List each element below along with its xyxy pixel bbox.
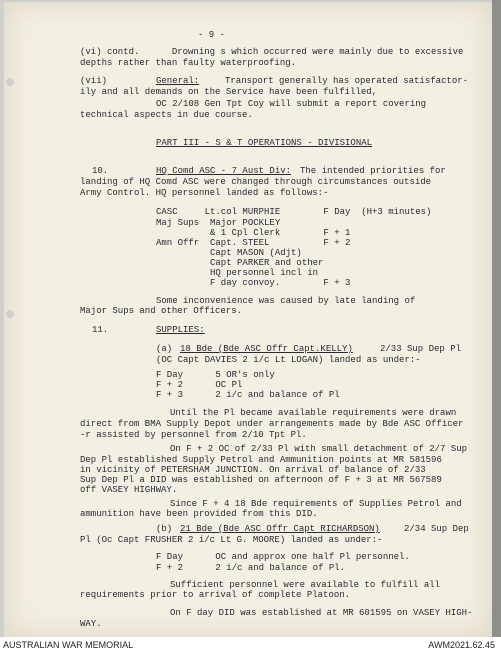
- table-row: Amn Offr Capt. STEEL F + 2: [156, 238, 351, 248]
- text-line: Until the Pl became available requirements were drawn: [170, 408, 457, 418]
- text-line: Dep Pl established Supply Petrol and Ammunition points at MR 581596: [80, 455, 442, 465]
- text-line: On F + 2 OC of 2/33 Pl with small detachment of 2/7 Sup: [170, 444, 468, 454]
- table-row: F day convoy. F + 3: [156, 278, 351, 288]
- subsection-label: (a): [156, 344, 173, 354]
- table-row: F Day OC and approx one half Pl personnel.: [156, 552, 410, 562]
- text-line: Some inconvenience was caused by late landing of: [156, 296, 416, 306]
- text-line: (vi) contd. Drowning s which occurred were mainly due to excessive: [80, 47, 464, 57]
- text-line: Sup Dep Pl a DID was established on afternoon of F + 3 at MR 567589: [80, 475, 442, 485]
- text-line: ammunition have been provided from this DID.: [80, 509, 318, 519]
- text-line: Transport generally has operated satisfactor-: [225, 76, 469, 86]
- section-heading: SUPPLIES:: [156, 325, 205, 335]
- table-row: F Day 5 OR's only: [156, 370, 275, 380]
- text-line: OC 2/108 Gen Tpt Coy will submit a report covering: [156, 99, 427, 109]
- table-row: Capt PARKER and other: [156, 258, 324, 268]
- table-row: F + 3 2 i/c and balance of Pl: [156, 390, 340, 400]
- text-line: The intended priorities for: [300, 166, 446, 176]
- text-line: landing of HQ Comd ASC were changed through circumstances outside: [80, 177, 432, 187]
- table-row: Capt MASON (Adjt): [156, 248, 302, 258]
- section-heading: General:: [156, 76, 200, 86]
- table-row: HQ personnel incl in: [156, 268, 319, 278]
- text-line: in vicinity of PETERSHAM JUNCTION. On arrival of balance of 2/33: [80, 465, 426, 475]
- punch-hole: [6, 310, 14, 318]
- text-line: requirements prior to arrival of complete Platoon.: [80, 590, 351, 600]
- section-heading: HQ Comd ASC - 7 Aust Div:: [156, 166, 292, 176]
- text-line: ily and all demands on the Service have been fulfilled,: [80, 87, 378, 97]
- text-line: off VASEY HIGHWAY.: [80, 485, 178, 495]
- text-line: (OC Capt DAVIES 2 i/c Lt LOGAN) landed as under:-: [156, 355, 421, 365]
- section-number: 11.: [92, 325, 109, 335]
- text-line: Major Sups and other Officers.: [80, 306, 243, 316]
- page-edge: [492, 0, 501, 637]
- archive-footer: [0, 637, 501, 653]
- text-line: 2/34 Sup Dep: [404, 524, 469, 534]
- table-row: & 1 Cpl Clerk F + 1: [156, 228, 351, 238]
- section-number: 10.: [92, 166, 109, 176]
- text-line: depths rather than faulty waterproofing.: [80, 58, 297, 68]
- text-line: direct from BMA Supply Depot under arrangements made by Bde ASC Officer: [80, 419, 464, 429]
- text-line: On F day DID was established at MR 601595 on VASEY HIGH-: [170, 608, 473, 618]
- text-line: Pl (Oc Capt FRUSHER 2 i/c Lt G. MOORE) landed as under:-: [80, 535, 383, 545]
- punch-hole: [6, 78, 14, 86]
- archive-name: AUSTRALIAN WAR MEMORIAL: [3, 640, 134, 650]
- subsection-heading: 21 Bde (Bde ASC Offr Capt RICHARDSON): [180, 524, 380, 534]
- text-line: 2/33 Sup Dep Pl: [380, 344, 462, 354]
- table-row: F + 2 2 i/c and balance of Pl.: [156, 563, 346, 573]
- section-number: (vii): [80, 76, 108, 86]
- archive-reference: AWM2021.62.45: [428, 640, 495, 650]
- text-line: -r assisted by personnel from 2/10 Tpt Pl.: [80, 430, 307, 440]
- subsection-label: (b): [156, 524, 173, 534]
- part-heading: PART III - S & T OPERATIONS - DIVISIONAL: [156, 138, 373, 148]
- text-line: WAY.: [80, 619, 102, 629]
- text-line: Sufficient personnel were available to fulfill all: [170, 580, 441, 590]
- text-line: Army Control. HQ personnel landed as follows:-: [80, 188, 329, 198]
- table-row: F + 2 OC Pl: [156, 380, 243, 390]
- table-row: CASC Lt.col MURPHIE F Day (H+3 minutes): [156, 207, 432, 217]
- table-row: Maj Sups Major POCKLEY: [156, 218, 281, 228]
- text-line: Since F + 4 18 Bde requirements of Supplies Petrol and: [170, 499, 462, 509]
- text-line: technical aspects in due course.: [80, 110, 253, 120]
- page-number: - 9 -: [198, 30, 226, 40]
- subsection-heading: 18 Bde (Bde ASC Offr Capt.KELLY): [180, 344, 353, 354]
